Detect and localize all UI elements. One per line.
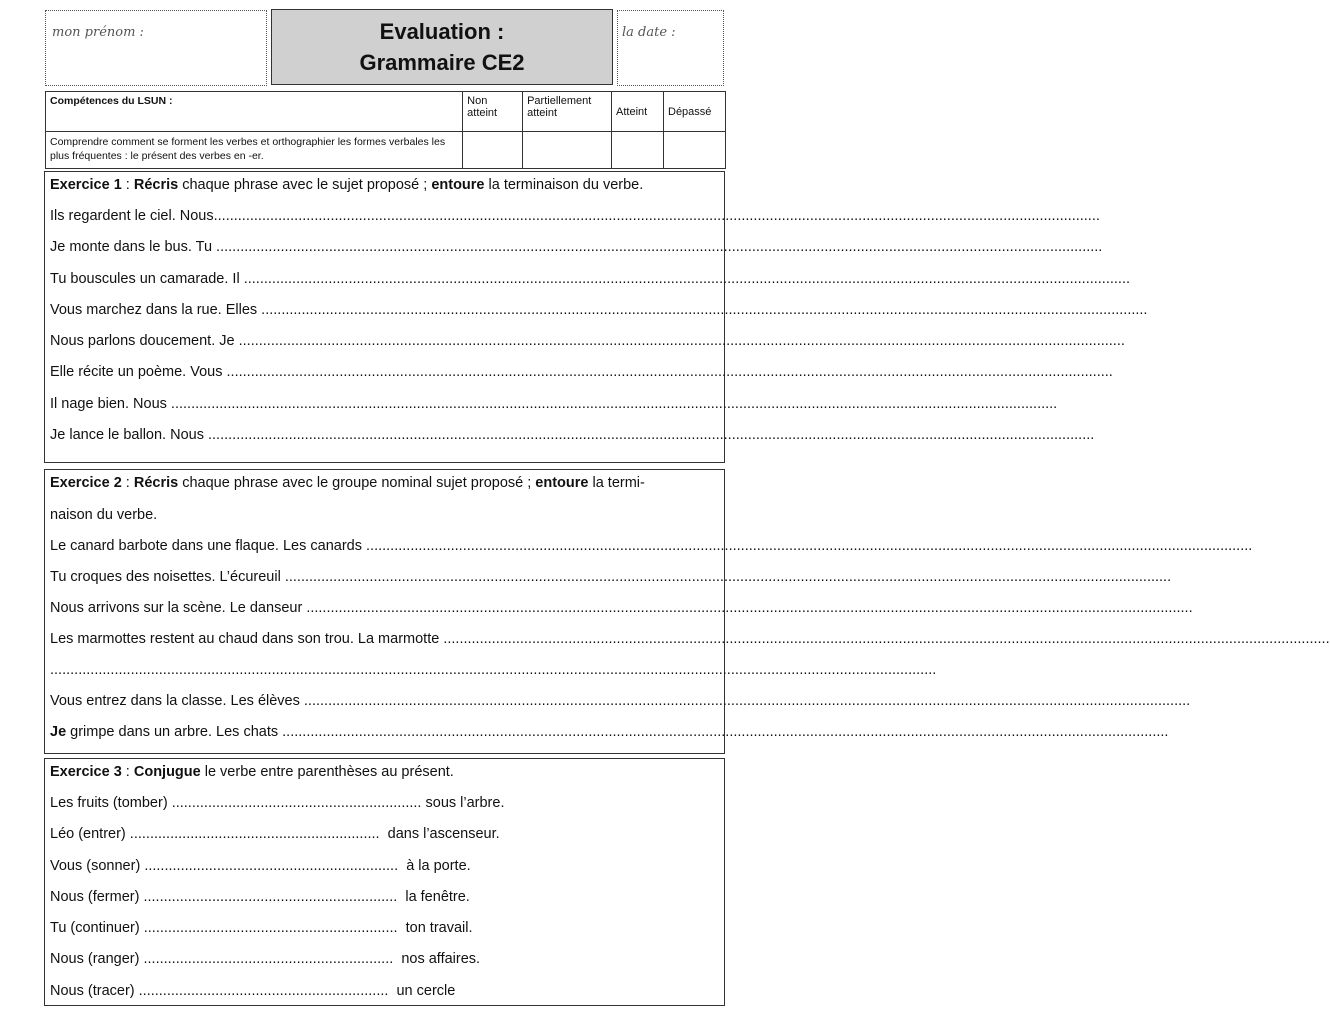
name-label: mon prénom :	[52, 25, 144, 40]
blank-line[interactable]: ............................................................................................................................................................................................................................	[243, 271, 1131, 287]
instruction-text: chaque phrase avec le groupe nominal sujet proposé ;	[178, 475, 536, 491]
answer-line[interactable]	[50, 693, 1191, 709]
answer-line[interactable]	[50, 239, 1103, 255]
sentence: Tu bouscules un camarade. Il	[50, 271, 240, 287]
blank-line[interactable]: ............................................................................................................................................................................................................................	[261, 302, 1148, 318]
blank-line[interactable]: ..............................................................	[138, 983, 389, 999]
blank-line[interactable]: ............................................................................................................................................................................................................................	[213, 208, 1100, 224]
blank-line[interactable]: ............................................................................................................................................................................................................................	[306, 600, 1193, 616]
sentence: Les marmottes restent au chaud dans son trou. La marmotte	[50, 631, 440, 647]
exercise-2	[44, 469, 1330, 754]
blank-line[interactable]: ............................................................................................................................................................................................................................	[303, 693, 1191, 709]
sentence: Nous arrivons sur la scène. Le danseur	[50, 600, 303, 616]
sentence-end: à la porte.	[406, 858, 471, 874]
sentence: Tu croques des noisettes. L’écureuil	[50, 569, 281, 585]
answer-line[interactable]	[50, 631, 1330, 647]
exercise-1-instruction	[50, 177, 718, 193]
bold-subject: Je	[50, 724, 67, 740]
cell-atteint[interactable]	[612, 132, 664, 169]
answer-line[interactable]	[50, 333, 1125, 349]
sentence-start: Les fruits (tomber)	[50, 795, 168, 811]
sentence: Ils regardent le ciel. Nous	[50, 208, 214, 224]
blank-line[interactable]: ...............................................................	[143, 920, 398, 936]
instruction-verb: Récris	[133, 475, 179, 491]
blank-line[interactable]: ..............................................................	[171, 795, 422, 811]
answer-line[interactable]	[50, 396, 1058, 412]
blank-line[interactable]: ............................................................................................................................................................................................................................	[208, 427, 1095, 443]
blank-line[interactable]: ............................................................................................................................................................................................................................	[216, 239, 1103, 255]
blank-line[interactable]: ...............................................................	[144, 858, 399, 874]
answer-line[interactable]	[50, 271, 1131, 287]
title-line-1: Evaluation :	[379, 19, 505, 44]
instruction-text: la termi-	[588, 475, 645, 491]
exercise-2-title: Exercice 2	[50, 475, 122, 491]
sentence-start: Vous (sonner)	[50, 858, 141, 874]
sentence-end: la fenêtre.	[405, 889, 470, 905]
answer-line[interactable]	[50, 920, 590, 936]
instruction-text: le verbe entre parenthèses au présent.	[200, 764, 454, 780]
exercise-1	[44, 171, 1148, 463]
sentence: Il nage bien. Nous	[50, 396, 167, 412]
title-line-2: Grammaire CE2	[359, 50, 525, 75]
sentence-end: nos affaires.	[401, 951, 481, 967]
sentence-start: Nous (tracer)	[50, 983, 135, 999]
answer-line[interactable]	[50, 569, 1172, 585]
instruction-verb: Récris	[133, 177, 179, 193]
answer-line[interactable]	[50, 795, 590, 811]
answer-line[interactable]	[50, 427, 1095, 443]
exercise-3	[44, 758, 725, 1006]
col-non-atteint: Non atteint	[463, 92, 523, 132]
instruction-verb: Conjugue	[133, 764, 201, 780]
exercise-2-instruction	[50, 475, 718, 491]
date-field-box[interactable]	[617, 10, 724, 86]
name-field-box[interactable]	[45, 10, 267, 86]
date-label: la date :	[622, 25, 676, 40]
sentence: Je monte dans le bus. Tu	[50, 239, 213, 255]
sentence-end: ton travail.	[405, 920, 473, 936]
instruction-text: la terminaison du verbe.	[484, 177, 644, 193]
sentence: Vous entrez dans la classe. Les élèves	[50, 693, 300, 709]
page-title	[271, 9, 613, 85]
blank-line[interactable]: ............................................................................................................................................................................................................................	[443, 631, 1330, 647]
answer-line[interactable]	[50, 302, 1148, 318]
exercise-3-title: Exercice 3	[50, 764, 122, 780]
sentence: Le canard barbote dans une flaque. Les canards	[50, 538, 362, 554]
sentence: Nous parlons doucement. Je	[50, 333, 235, 349]
answer-line[interactable]	[50, 364, 1113, 380]
sentence-start: Nous (ranger)	[50, 951, 140, 967]
blank-line[interactable]: ...............................................................	[143, 889, 398, 905]
blank-line[interactable]: ............................................................................................................................................................................................................................	[238, 333, 1125, 349]
sentence: Elle récite un poème. Vous	[50, 364, 223, 380]
answer-line[interactable]	[50, 600, 1193, 616]
sentence-start: Léo (entrer)	[50, 826, 126, 842]
instruction-text: chaque phrase avec le sujet proposé ;	[178, 177, 432, 193]
competences-table	[45, 91, 726, 169]
cell-partiellement[interactable]	[523, 132, 612, 169]
blank-line[interactable]: ............................................................................................................................................................................................................................	[282, 724, 1169, 740]
answer-line[interactable]	[50, 724, 1169, 740]
sep: :	[121, 475, 134, 491]
skill-text: Comprendre comment se forment les verbes et orthographier les formes verbales les plus fréquentes : le présent des verbes en -er.	[46, 132, 463, 169]
blank-line[interactable]: ............................................................................................................................................................................................................................	[226, 364, 1113, 380]
answer-line[interactable]	[50, 858, 590, 874]
answer-line[interactable]	[50, 889, 590, 905]
answer-line[interactable]	[50, 826, 590, 842]
blank-line[interactable]: ..............................................................	[129, 826, 380, 842]
sentence: Vous marchez dans la rue. Elles	[50, 302, 258, 318]
sentence-end: dans l’ascenseur.	[387, 826, 500, 842]
blank-line[interactable]: ............................................................................................................................................................................................................................	[284, 569, 1172, 585]
answer-line[interactable]	[50, 983, 590, 999]
col-depasse: Dépassé	[664, 92, 726, 132]
instruction-verb: entoure	[431, 177, 485, 193]
cell-depasse[interactable]	[664, 132, 726, 169]
sentence: grimpe dans un arbre. Les chats	[66, 724, 279, 740]
exercise-3-instruction	[50, 764, 718, 780]
col-atteint: Atteint	[612, 92, 664, 132]
answer-line[interactable]	[50, 662, 937, 678]
exercise-2-instruction-cont: naison du verbe.	[50, 507, 158, 523]
sep: :	[121, 764, 134, 780]
answer-line[interactable]	[50, 538, 1253, 554]
answer-line[interactable]	[50, 208, 1100, 224]
col-partiellement-atteint: Partiellement atteint	[523, 92, 612, 132]
competences-header: Compétences du LSUN :	[46, 92, 463, 132]
exercise-1-title: Exercice 1	[50, 177, 122, 193]
answer-line[interactable]	[50, 951, 590, 967]
sentence-start: Nous (fermer)	[50, 889, 140, 905]
sentence-end: sous l’arbre.	[425, 795, 505, 811]
blank-line[interactable]: ..............................................................	[143, 951, 394, 967]
cell-non-atteint[interactable]	[463, 132, 523, 169]
sentence-end: un cercle	[396, 983, 456, 999]
sentence: Je lance le ballon. Nous	[50, 427, 204, 443]
sep: :	[121, 177, 134, 193]
blank-line[interactable]: ............................................................................................................................................................................................................................	[50, 662, 937, 678]
blank-line[interactable]: ............................................................................................................................................................................................................................	[170, 396, 1058, 412]
sentence-start: Tu (continuer)	[50, 920, 140, 936]
blank-line[interactable]: ............................................................................................................................................................................................................................	[366, 538, 1253, 554]
instruction-verb: entoure	[535, 475, 589, 491]
